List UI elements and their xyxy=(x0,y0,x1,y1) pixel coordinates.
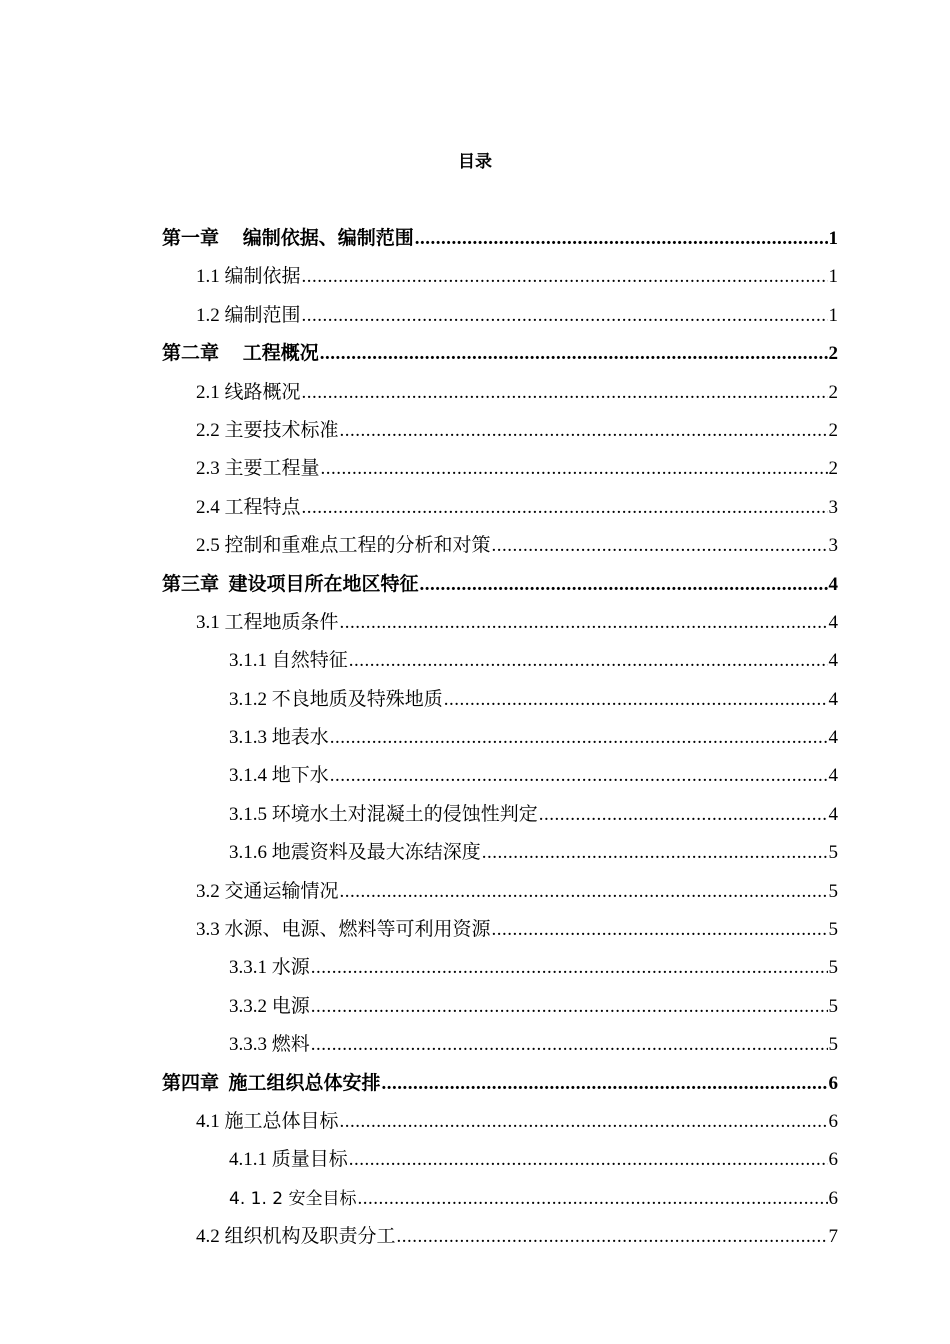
toc-entry-title: 3.3.3 燃料 xyxy=(229,1034,310,1056)
toc-chapter-entry[interactable] xyxy=(162,1065,838,1103)
toc-page-number: 2 xyxy=(828,343,838,365)
toc-dot-leader xyxy=(340,412,828,450)
toc-page-number: 1 xyxy=(828,304,838,326)
toc-subsection-entry[interactable] xyxy=(162,681,838,719)
toc-page-number: 4 xyxy=(828,727,838,749)
toc-dot-leader xyxy=(320,335,828,373)
toc-entry-title: 1.1 编制依据 xyxy=(196,266,301,288)
toc-dot-leader xyxy=(349,642,828,680)
toc-section-entry[interactable] xyxy=(162,374,838,412)
toc-subsection-entry[interactable] xyxy=(162,834,838,872)
toc-dot-leader xyxy=(492,527,828,565)
toc-page-number: 5 xyxy=(828,1034,838,1056)
toc-subsection-entry[interactable] xyxy=(162,642,838,680)
toc-section-entry[interactable] xyxy=(162,911,838,949)
toc-page-number: 4 xyxy=(828,765,838,787)
toc-page-number: 6 xyxy=(828,1110,838,1132)
toc-page-number: 6 xyxy=(828,1072,838,1094)
toc-subsection-entry[interactable] xyxy=(162,757,838,795)
toc-subsection-entry[interactable] xyxy=(162,796,838,834)
toc-page-number: 5 xyxy=(828,957,838,979)
toc-entry-title: 3.3.1 水源 xyxy=(229,957,310,979)
toc-dot-leader xyxy=(311,1026,828,1064)
toc-page-number: 5 xyxy=(828,995,838,1017)
toc-entry-title: 第三章 建设项目所在地区特征 xyxy=(162,573,419,595)
toc-dot-leader xyxy=(420,566,828,604)
toc-dot-leader xyxy=(321,450,828,488)
toc-entry-title: 3.1.1 自然特征 xyxy=(229,650,348,672)
table-of-contents xyxy=(162,220,838,1257)
toc-section-entry[interactable] xyxy=(162,489,838,527)
toc-page-number: 5 xyxy=(828,842,838,864)
toc-dot-leader xyxy=(415,220,828,258)
toc-dot-leader xyxy=(340,1103,828,1141)
toc-dot-leader xyxy=(330,719,828,757)
toc-entry-title: 2.5 控制和重难点工程的分析和对策 xyxy=(196,535,491,557)
toc-subsection-entry[interactable] xyxy=(162,1026,838,1064)
toc-page-number: 4 xyxy=(828,803,838,825)
toc-page-number: 3 xyxy=(828,496,838,518)
toc-page-number: 4 xyxy=(828,573,838,595)
toc-dot-leader xyxy=(349,1141,828,1179)
toc-entry-title: 2.2 主要技术标准 xyxy=(196,419,339,441)
toc-dot-leader xyxy=(397,1218,828,1256)
toc-entry-title: 3.3 水源、电源、燃料等可利用资源 xyxy=(196,919,491,941)
toc-chapter-entry[interactable] xyxy=(162,220,838,258)
toc-page-number: 2 xyxy=(828,458,838,480)
toc-entry-title: 4.1.1 质量目标 xyxy=(229,1149,348,1171)
toc-dot-leader xyxy=(311,949,828,987)
toc-chapter-entry[interactable] xyxy=(162,335,838,373)
toc-dot-leader xyxy=(539,796,828,834)
toc-section-entry[interactable] xyxy=(162,873,838,911)
toc-entry-title: 3.3.2 电源 xyxy=(229,995,310,1017)
toc-entry-title: 3.1.4 地下水 xyxy=(229,765,329,787)
toc-page-number: 1 xyxy=(828,228,838,249)
toc-page-number: 1 xyxy=(828,266,838,288)
toc-page-number: 2 xyxy=(828,419,838,441)
toc-dot-leader xyxy=(302,489,828,527)
toc-entry-title: 3.1.6 地震资料及最大冻结深度 xyxy=(229,842,481,864)
toc-section-entry[interactable] xyxy=(162,1218,838,1256)
toc-dot-leader xyxy=(357,1180,827,1218)
page-title: 目录 xyxy=(458,152,492,172)
toc-dot-leader xyxy=(330,757,828,795)
toc-subsection-entry[interactable] xyxy=(162,988,838,1026)
toc-dot-leader xyxy=(492,911,828,949)
toc-dot-leader xyxy=(311,988,828,1026)
toc-dot-leader xyxy=(302,297,828,335)
toc-page-number: 6 xyxy=(828,1149,838,1171)
toc-entry-title: 3.1.3 地表水 xyxy=(229,727,329,749)
toc-page-number: 6 xyxy=(828,1187,838,1209)
toc-entry-title: 第四章 施工组织总体安排 xyxy=(162,1072,381,1094)
toc-page-number: 7 xyxy=(828,1226,838,1248)
toc-subsection-entry[interactable] xyxy=(162,1180,838,1218)
toc-entry-title: 3.1.2 不良地质及特殊地质 xyxy=(229,688,443,710)
toc-entry-title: 4.2 组织机构及职责分工 xyxy=(196,1226,396,1248)
toc-subsection-entry[interactable] xyxy=(162,1141,838,1179)
toc-page-number: 4 xyxy=(828,611,838,633)
toc-entry-title: 1.2 编制范围 xyxy=(196,304,301,326)
toc-subsection-entry[interactable] xyxy=(162,949,838,987)
toc-dot-leader xyxy=(444,681,828,719)
toc-section-entry[interactable] xyxy=(162,450,838,488)
toc-section-entry[interactable] xyxy=(162,297,838,335)
toc-subsection-entry[interactable] xyxy=(162,719,838,757)
toc-entry-title: 第一章 编制依据、编制范围 xyxy=(162,228,414,249)
toc-section-entry[interactable] xyxy=(162,1103,838,1141)
toc-entry-title: 3.2 交通运输情况 xyxy=(196,880,339,902)
toc-entry-title: 2.4 工程特点 xyxy=(196,496,301,518)
toc-entry-title: 4.1 施工总体目标 xyxy=(196,1110,339,1132)
toc-section-entry[interactable] xyxy=(162,604,838,642)
toc-page-number: 5 xyxy=(828,880,838,902)
toc-entry-title: 3.1.5 环境水土对混凝土的侵蚀性判定 xyxy=(229,803,538,825)
toc-section-entry[interactable] xyxy=(162,412,838,450)
toc-section-entry[interactable] xyxy=(162,527,838,565)
toc-entry-title: 第二章 工程概况 xyxy=(162,343,319,365)
toc-dot-leader xyxy=(302,374,828,412)
toc-dot-leader xyxy=(302,258,828,296)
toc-page-number: 5 xyxy=(828,919,838,941)
toc-chapter-entry[interactable] xyxy=(162,566,838,604)
toc-dot-leader xyxy=(340,873,828,911)
toc-section-entry[interactable] xyxy=(162,258,838,296)
toc-dot-leader xyxy=(482,834,828,872)
toc-entry-title: 2.1 线路概况 xyxy=(196,381,301,403)
toc-entry-title: 2.3 主要工程量 xyxy=(196,458,320,480)
toc-page-number: 4 xyxy=(828,688,838,710)
toc-page-number: 4 xyxy=(828,650,838,672)
toc-page-number: 3 xyxy=(828,535,838,557)
toc-entry-title: 3.1 工程地质条件 xyxy=(196,611,339,633)
toc-page-number: 2 xyxy=(828,381,838,403)
toc-dot-leader xyxy=(340,604,828,642)
toc-dot-leader xyxy=(382,1065,828,1103)
toc-entry-title: 4. 1. 2 安全目标 xyxy=(229,1188,357,1209)
